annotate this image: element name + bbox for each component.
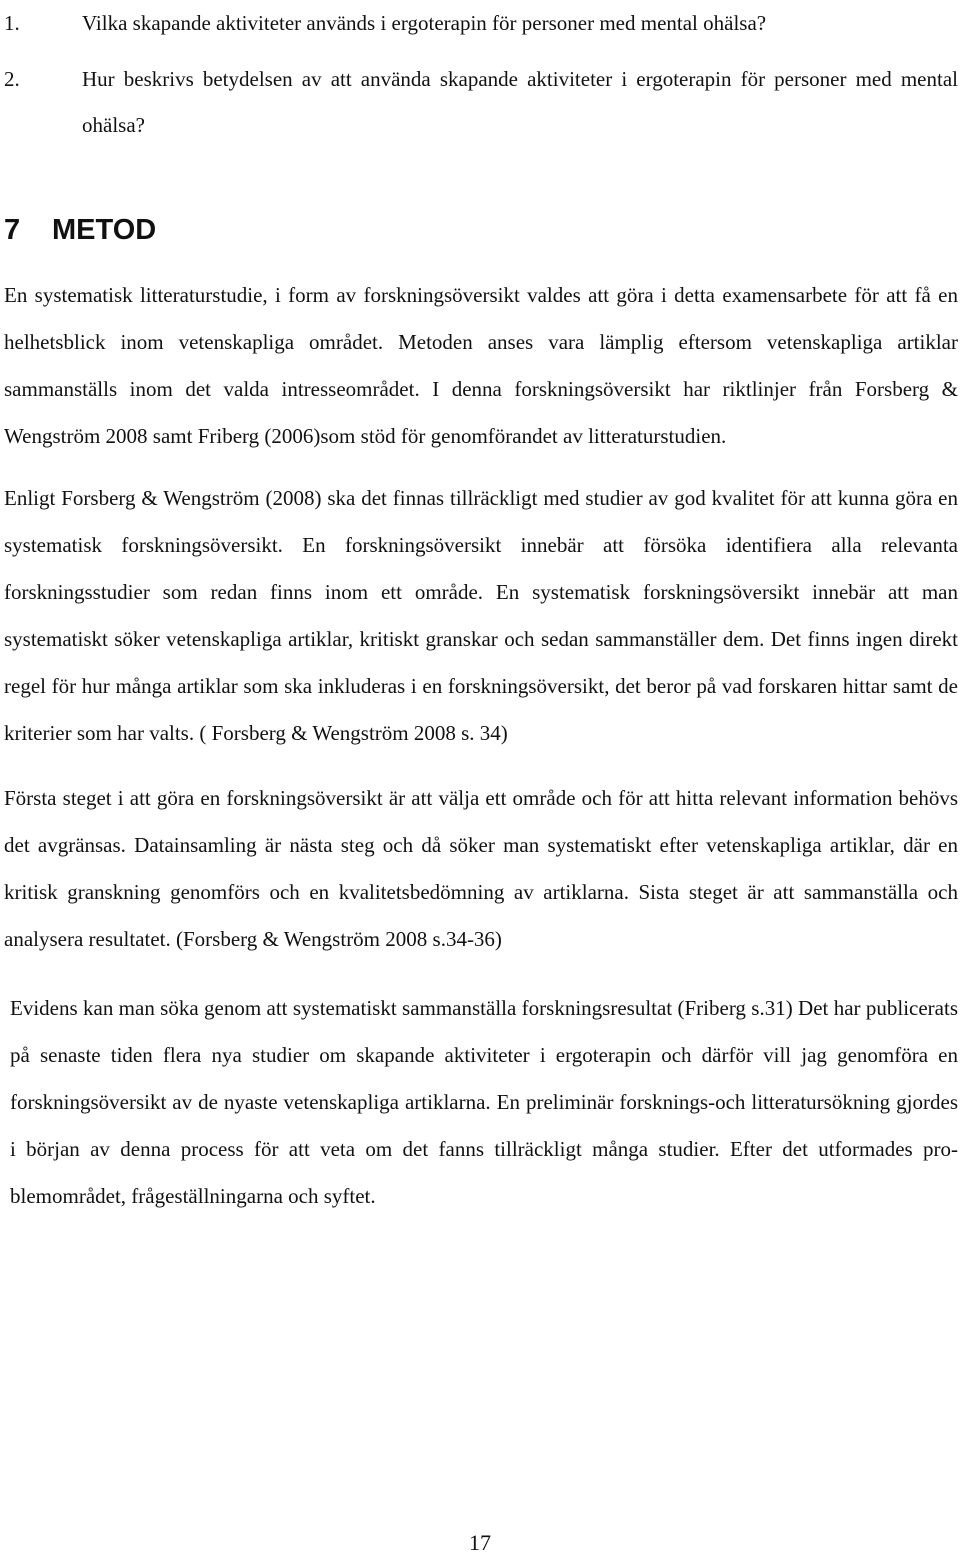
research-questions — [4, 0, 958, 148]
question-text: Hur beskrivs betydelsen av att använda skapande aktiviteter i ergoterapin för personer med mental ohälsa? — [82, 67, 958, 137]
section-title: METOD — [52, 214, 157, 246]
question-text: Vilka skapande aktiviteter används i ergoterapin för personer med mental ohälsa? — [82, 11, 767, 35]
page-number: 17 — [469, 1530, 491, 1555]
section-number: 7 — [4, 214, 21, 246]
question-item — [4, 56, 958, 148]
body-paragraph: Enligt Forsberg & Wengström (2008) ska det finnas tillräckligt med studier av god kvalitet för att kunna göra en systematisk forskningsöversikt. En forskningsöversikt innebär att försöka identifiera alla relevanta forskningsstudier som redan finns inom ett område. En systematisk forskningsöversikt innebär att man systematiskt söker vetenskapliga artiklar, kritiskt granskar och sedan sammanställer dem. Det finns ingen direkt regel för hur många artiklar som ska inkluderas i en forskningsöversikt, det beror på vad forskaren hittar samt de kriterier som har valts. ( Forsberg & Wengström 2008 s. 34) — [4, 486, 958, 745]
question-number: 1. — [4, 11, 20, 35]
question-item — [4, 0, 958, 46]
body-paragraph: En systematisk litteraturstudie, i form av forskningsöversikt valdes att göra i detta examensarbete för att få en helhetsblick inom vetenskapliga området. Metoden anses vara lämplig eftersom vetenskapliga artiklar sammanställs inom det valda intresseområdet. I denna forskningsöversikt har riktlinjer från Forsberg & Wengström 2008 samt Friberg (2006)som stöd för genomförandet av litteraturstudien. — [4, 283, 958, 448]
section-heading — [4, 202, 958, 258]
question-number: 2. — [4, 67, 20, 91]
body-paragraph: Evidens kan man söka genom att systematiskt sammanställa forskningsresultat (Friberg s.31) Det har publicerats på senaste tiden flera nya studier om skapande aktiviteter i ergoterapin och därför vill jag genomföra en forskningsöversikt av de nyaste vetenskapliga artiklarna. En preliminär forsknings-och litteratursökning gjordes i början av denna process för att veta om det fanns tillräckligt många studier. Efter det utformades problemområdet, frågeställningarna och syftet. — [10, 996, 958, 1208]
body-paragraph: Första steget i att göra en forskningsöversikt är att välja ett område och för att hitta relevant information behövs det avgränsas. Datainsamling är nästa steg och då söker man systematiskt efter vetenskapliga artiklar, där en kritisk granskning genomförs och en kvalitetsbedömning av artiklarna. Sista steget är att sammanställa och analysera resultatet. (Forsberg & Wengström 2008 s.34-36) — [4, 786, 958, 951]
